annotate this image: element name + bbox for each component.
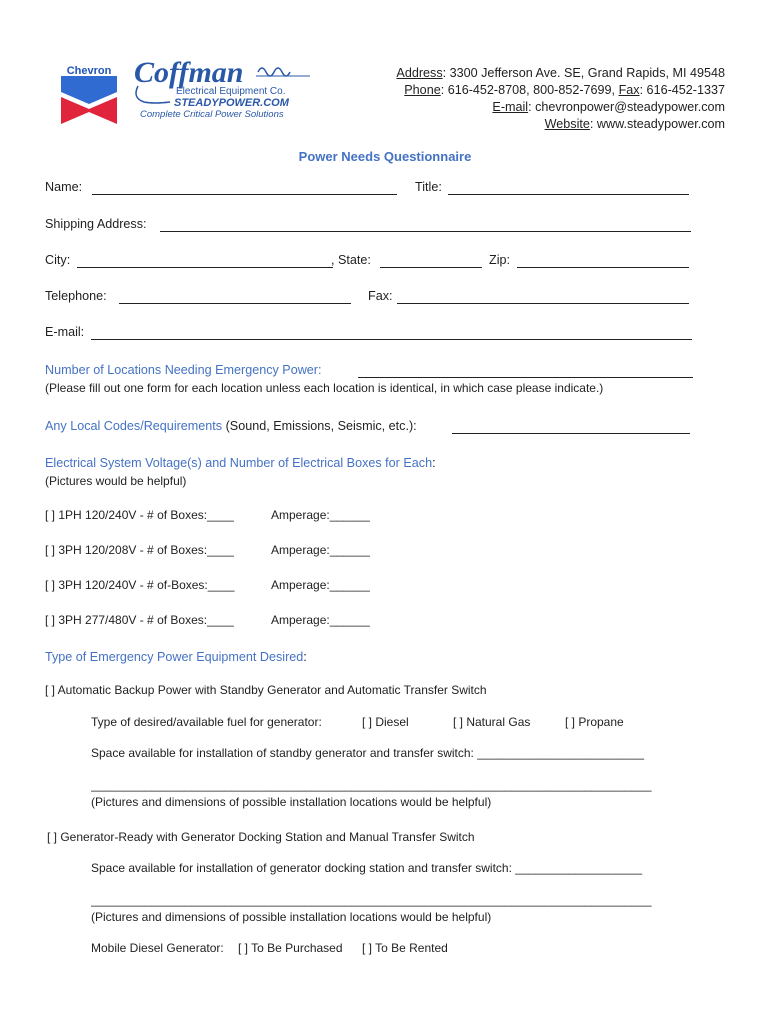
codes-field[interactable]	[452, 433, 690, 434]
equipment-label: Type of Emergency Power Equipment Desired	[45, 650, 304, 664]
fax-label: Fax	[618, 83, 640, 97]
equipment-heading	[45, 650, 307, 665]
address-value: : 3300 Jefferson Ave. SE, Grand Rapids, MI 49548	[442, 66, 725, 80]
shipping-label: Shipping Address:	[45, 217, 147, 231]
voltage-colon: :	[432, 456, 436, 470]
fax-field[interactable]	[397, 303, 689, 304]
title-field[interactable]	[448, 194, 689, 195]
page-title: Power Needs Questionnaire	[298, 149, 472, 164]
codes-label: Any Local Codes/Requirements	[45, 419, 223, 433]
fax-value: : 616-452-1337	[639, 83, 725, 97]
voltage-row-1[interactable]: [ ] 1PH 120/240V - # of Boxes:____	[45, 508, 234, 522]
coffman-site-text: STEADYPOWER.COM	[174, 97, 289, 109]
email-label: E-mail	[492, 100, 529, 114]
voltage-row-4[interactable]: [ ] 3PH 277/480V - # of Boxes:____	[45, 613, 234, 627]
email-value: : chevronpower@steadypower.com	[528, 100, 725, 114]
amperage-row-4[interactable]: Amperage:______	[271, 613, 370, 627]
email-field-label: E-mail:	[45, 325, 85, 339]
space-standby-field[interactable]: Space available for installation of standby generator and transfer switch: _________________________	[91, 746, 645, 760]
voltage-heading	[45, 456, 436, 471]
amperage-row-3[interactable]: Amperage:______	[271, 578, 370, 592]
email-line	[492, 100, 725, 115]
fax-field-label: Fax:	[368, 289, 393, 303]
phone-value: : 616-452-8708, 800-852-7699,	[440, 83, 619, 97]
amperage-row-2[interactable]: Amperage:______	[271, 543, 370, 557]
city-label: City:	[45, 253, 71, 267]
shipping-field[interactable]	[160, 231, 691, 232]
voltage-note: (Pictures would be helpful)	[45, 474, 187, 488]
zip-label: Zip:	[489, 253, 510, 267]
email-field[interactable]	[91, 339, 692, 340]
codes-rest: (Sound, Emissions, Seismic, etc.):	[222, 419, 417, 433]
state-label: , State:	[331, 253, 371, 267]
telephone-label: Telephone:	[45, 289, 107, 303]
fuel-natural-gas-checkbox[interactable]: [ ] Natural Gas	[453, 715, 531, 729]
name-label: Name:	[45, 180, 83, 194]
coffman-logo	[130, 56, 320, 122]
option-generator-ready[interactable]: [ ] Generator-Ready with Generator Docking Station and Manual Transfer Switch	[47, 830, 475, 844]
fuel-label: Type of desired/available fuel for generator:	[91, 715, 322, 729]
fuel-diesel-checkbox[interactable]: [ ] Diesel	[362, 715, 409, 729]
space-standby-extra-line[interactable]: ____________________________________________________________________________________	[91, 778, 652, 792]
option-automatic-backup[interactable]: [ ] Automatic Backup Power with Standby Generator and Automatic Transfer Switch	[45, 683, 487, 697]
name-field[interactable]	[92, 194, 397, 195]
website-label: Website	[544, 117, 590, 131]
chevron-logo-text: Chevron	[66, 65, 112, 77]
chevron-logo	[57, 62, 121, 126]
equipment-colon: :	[303, 650, 307, 664]
pictures-note-2: (Pictures and dimensions of possible installation locations would be helpful)	[91, 910, 492, 924]
phone-label: Phone	[404, 83, 441, 97]
pictures-note-1: (Pictures and dimensions of possible installation locations would be helpful)	[91, 795, 492, 809]
title-label: Title:	[415, 180, 442, 194]
voltage-label: Electrical System Voltage(s) and Number of Electrical Boxes for Each	[45, 456, 433, 470]
amperage-row-1[interactable]: Amperage:______	[271, 508, 370, 522]
address-label: Address	[396, 66, 443, 80]
address-line	[396, 66, 725, 81]
space-docking-field[interactable]: Space available for installation of generator docking station and transfer switch: ___________________	[91, 861, 643, 875]
mobile-rented-checkbox[interactable]: [ ] To Be Rented	[362, 941, 448, 955]
space-docking-extra-line[interactable]: ____________________________________________________________________________________	[91, 893, 652, 907]
mobile-generator-label: Mobile Diesel Generator:	[91, 941, 224, 955]
phone-line	[404, 83, 725, 98]
city-field[interactable]	[77, 267, 333, 268]
locations-note: (Please fill out one form for each location unless each location is identical, in which case please indicate.)	[45, 381, 604, 395]
mobile-purchased-checkbox[interactable]: [ ] To Be Purchased	[238, 941, 343, 955]
website-value: : www.steadypower.com	[589, 117, 725, 131]
locations-field[interactable]	[358, 377, 693, 378]
coffman-tagline-text: Complete Critical Power Solutions	[140, 109, 284, 120]
locations-label: Number of Locations Needing Emergency Power:	[45, 363, 322, 377]
state-field[interactable]	[380, 267, 482, 268]
voltage-row-2[interactable]: [ ] 3PH 120/208V - # of Boxes:____	[45, 543, 234, 557]
website-line	[545, 117, 725, 132]
coffman-sub-text: Electrical Equipment Co.	[176, 86, 286, 97]
codes-line	[45, 419, 417, 434]
telephone-field[interactable]	[119, 303, 351, 304]
zip-field[interactable]	[517, 267, 689, 268]
voltage-row-3[interactable]: [ ] 3PH 120/240V - # of-Boxes:____	[45, 578, 235, 592]
coffman-logo-text: Coffman	[134, 56, 244, 89]
fuel-propane-checkbox[interactable]: [ ] Propane	[565, 715, 624, 729]
